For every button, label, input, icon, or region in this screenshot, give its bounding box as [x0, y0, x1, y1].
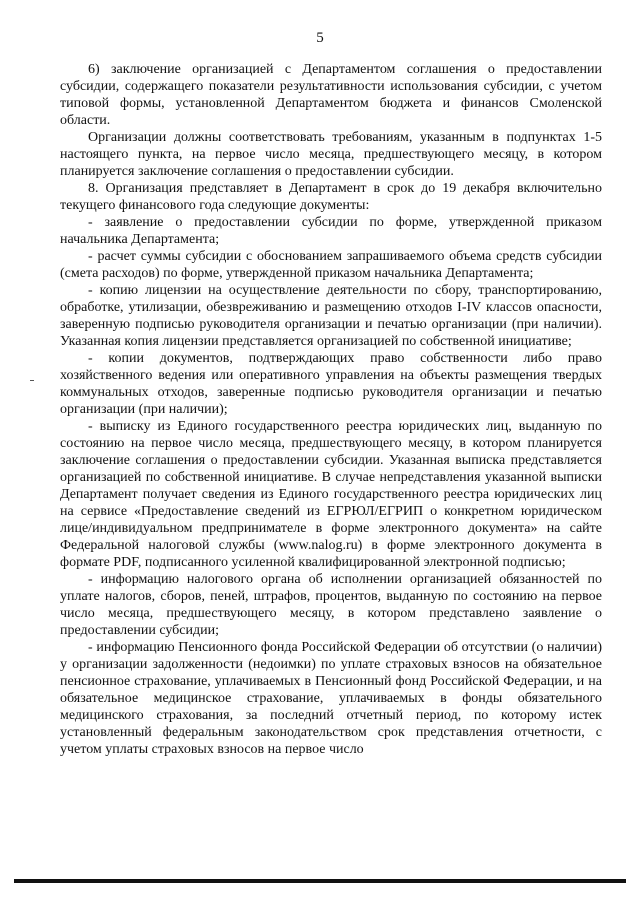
document-body: [60, 61, 602, 758]
paragraph-requirements: Организации должны соответствовать требованиям, указанным в подпунктах 1-5 настоящего пункта, на первое число месяца, предшествующего месяцу, в котором планируется заключение соглашения о предоставлении субсидии.: [60, 130, 602, 179]
list-item-tax-information: - информацию налогового органа об исполнении организацией обязанностей по уплате налогов, сборов, пеней, штрафов, процентов, выданную по состоянию на первое число месяца, предшествующего месяцу, в котором представлено заявление о предоставлении субсидии;: [60, 572, 602, 638]
margin-mark: [30, 380, 34, 381]
page-number: 5: [316, 30, 324, 46]
list-item-license-copy: - копию лицензии на осуществление деятельности по сбору, транспортированию, обработке, утилизации, обезвреживанию и размещению отходов I-IV классов опасности, заверенную подписью руководителя организации и печатью организации (при наличии). Указанная копия лицензии представляется организацией по собственной инициативе;: [60, 283, 602, 349]
list-item-pension-fund-information: - информацию Пенсионного фонда Российской Федерации об отсутствии (о наличии) у организации задолженности (недоимки) по уплате страховых взносов на обязательное пенсионное страхование, уплачиваемых в Пенсионный фонд Российской Федерации, и на обязательное медицинское страхование, уплачиваемых в фонды обязательного медицинского страхования, за последний отчетный период, по которому истек установленный федеральным законодательством срок представления отчетности, с учетом уплаты страховых взносов на первое число: [60, 640, 602, 757]
paragraph-clause-8: 8. Организация представляет в Департамент в срок до 19 декабря включительно текущего финансового года следующие документы:: [60, 181, 602, 213]
list-item-calculation: - расчет суммы субсидии с обоснованием запрашиваемого объема средств субсидии (смета расходов) по форме, утвержденной приказом начальника Департамента;: [60, 249, 602, 281]
list-item-ownership-documents: - копии документов, подтверждающих право собственности либо право хозяйственного ведения или оперативного управления на объекты размещения твердых коммунальных отходов, заверенные подписью руководителя организации и печатью организации (при наличии);: [60, 351, 602, 417]
paragraph-subclause-6: 6) заключение организацией с Департаментом соглашения о предоставлении субсидии, содержащего показатели результативности использования субсидии, с учетом типовой формы, установленной Департаментом бюджета и финансов Смоленской области.: [60, 62, 602, 128]
bottom-rule: [14, 879, 626, 883]
list-item-application: - заявление о предоставлении субсидии по форме, утвержденной приказом начальника Департамента;: [60, 215, 602, 247]
list-item-egrul-extract: - выписку из Единого государственного реестра юридических лиц, выданную по состоянию на первое число месяца, предшествующего месяцу, в котором планируется заключение соглашения о предоставлении субсидии. Указанная выписка представляется организацией по собственной инициативе. В случае непредставления указанной выписки Департамент получает сведения из Единого государственного реестра юридических лиц на сервисе «Предоставление сведений из ЕГРЮЛ/ЕГРИП о конкретном юридическом лице/индивидуальном предпринимателе в форме электронного документа» на сайте Федеральной налоговой службы (www.nalog.ru) в форме электронного документа в формате PDF, подписанного усиленной квалифицированной электронной подписью;: [60, 419, 602, 570]
